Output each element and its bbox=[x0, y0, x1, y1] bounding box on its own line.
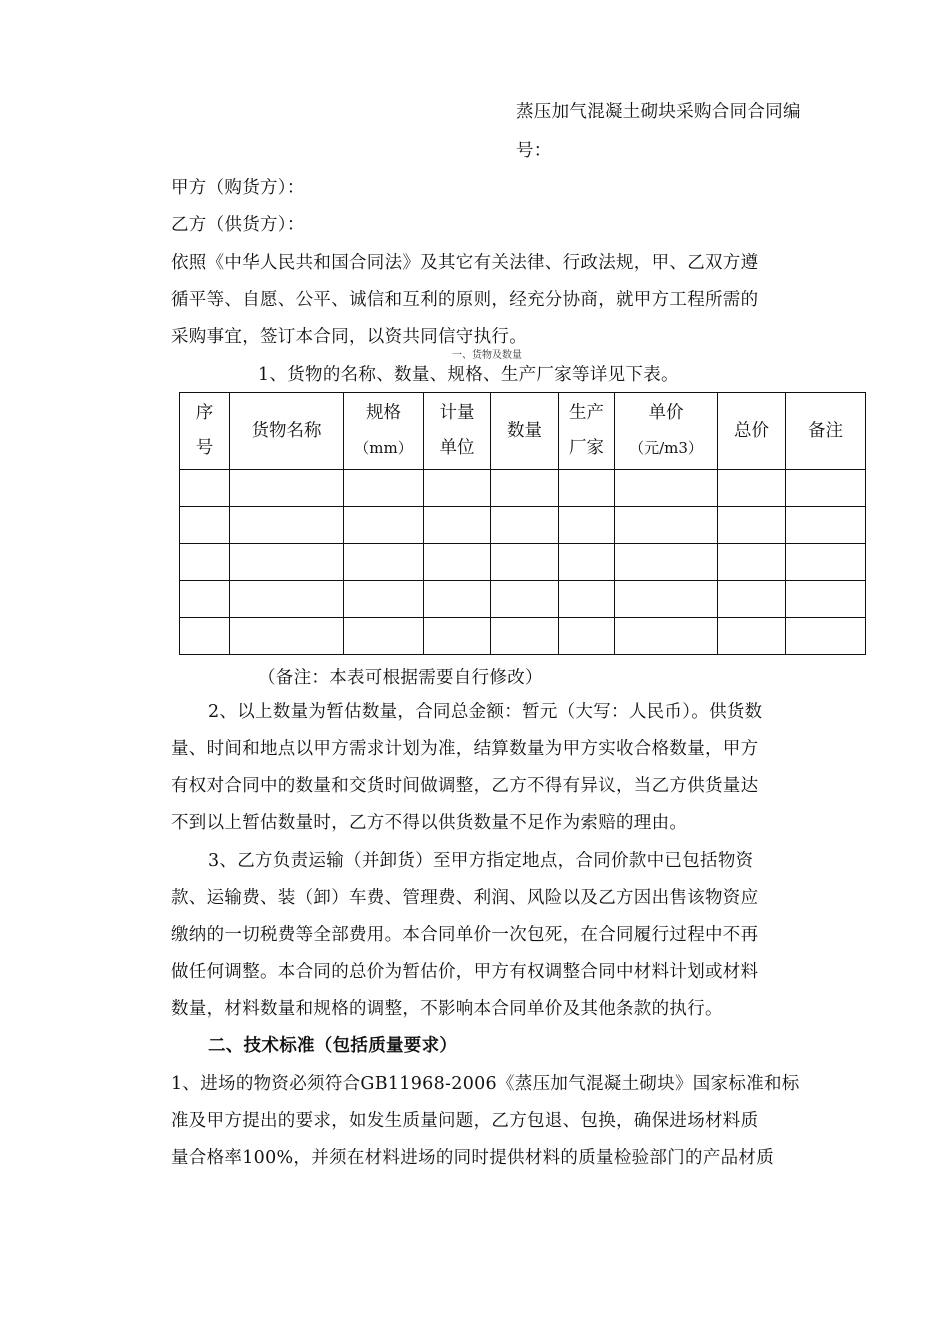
section2-item1-line-3: 量合格率100%，并须在材料进场的同时提供材料的质量检验部门的产品材质 bbox=[171, 1148, 775, 1168]
header-spec: 规格 （mm） bbox=[344, 393, 424, 470]
item2-line-4: 不到以上暂估数量时，乙方不得以供货数量不足作为索赔的理由。 bbox=[171, 813, 688, 833]
item3-line-4: 做任何调整。本合同的总价为暂估价，甲方有权调整合同中材料计划或材料 bbox=[171, 962, 759, 982]
intro-line-1: 依照《中华人民共和国合同法》及其它有关法律、行政法规，甲、乙双方遵 bbox=[171, 253, 759, 273]
header-remarks: 备注 bbox=[786, 393, 866, 470]
item2-line-2: 量、时间和地点以甲方需求计划为准，结算数量为甲方实收合格数量，甲方 bbox=[171, 739, 759, 759]
item3-line-5: 数量，材料数量和规格的调整，不影响本合同单价及其他条款的执行。 bbox=[171, 999, 723, 1019]
header-seq: 序 号 bbox=[180, 393, 230, 470]
item3-line-2: 款、运输费、装（卸）车费、管理费、利润、风险以及乙方因出售该物资应 bbox=[171, 888, 759, 908]
header-unit: 计量 单位 bbox=[424, 393, 491, 470]
item2-line-3: 有权对合同中的数量和交货时间做调整，乙方不得有异议，当乙方供货量达 bbox=[171, 776, 759, 796]
intro-line-2: 循平等、自愿、公平、诚信和互利的原则，经充分协商，就甲方工程所需的 bbox=[171, 290, 759, 310]
intro-line-3: 采购事宜，签订本合同，以资共同信守执行。 bbox=[171, 327, 527, 347]
table-row bbox=[180, 581, 866, 618]
table-row bbox=[180, 507, 866, 544]
section2-heading: 二、技术标准（包括质量要求） bbox=[208, 1036, 458, 1056]
item3-line-3: 缴纳的一切税费等全部费用。本合同单价一次包死，在合同履行过程中不再 bbox=[171, 925, 759, 945]
section1-small-heading: 一、货物及数量 bbox=[452, 350, 522, 361]
table-row bbox=[180, 544, 866, 581]
section2-item1-line-2: 准及甲方提出的要求，如发生质量问题，乙方包退、包换，确保进场材料质 bbox=[171, 1111, 759, 1131]
header-total-price: 总价 bbox=[718, 393, 786, 470]
contract-title-line1: 蒸压加气混凝土砌块采购合同合同编 bbox=[516, 102, 801, 122]
table-header-row bbox=[180, 393, 866, 470]
header-goods-name: 货物名称 bbox=[230, 393, 344, 470]
goods-table bbox=[179, 392, 866, 655]
header-quantity: 数量 bbox=[491, 393, 559, 470]
contract-title-line2: 号： bbox=[516, 141, 552, 161]
party-a-label: 甲方（购货方）： bbox=[171, 178, 305, 198]
table-row bbox=[180, 470, 866, 507]
table-row bbox=[180, 618, 866, 655]
header-unit-price: 单价 （元/m3） bbox=[615, 393, 718, 470]
section2-item1-line-1: 1、进场的物资必须符合GB11968-2006《蒸压加气混凝土砌块》国家标准和标 bbox=[171, 1074, 800, 1094]
table-note: （备注：本表可根据需要自行修改） bbox=[258, 668, 543, 688]
item1-text: 1、货物的名称、数量、规格、生产厂家等详见下表。 bbox=[258, 365, 679, 385]
header-manufacturer: 生产 厂家 bbox=[559, 393, 615, 470]
party-b-label: 乙方（供货方）： bbox=[171, 215, 305, 235]
item3-line-1: 3、乙方负责运输（并卸货）至甲方指定地点，合同价款中已包括物资 bbox=[208, 851, 754, 871]
item2-line-1: 2、以上数量为暂估数量，合同总金额：暂元（大写：人民币）。供货数 bbox=[208, 702, 763, 722]
